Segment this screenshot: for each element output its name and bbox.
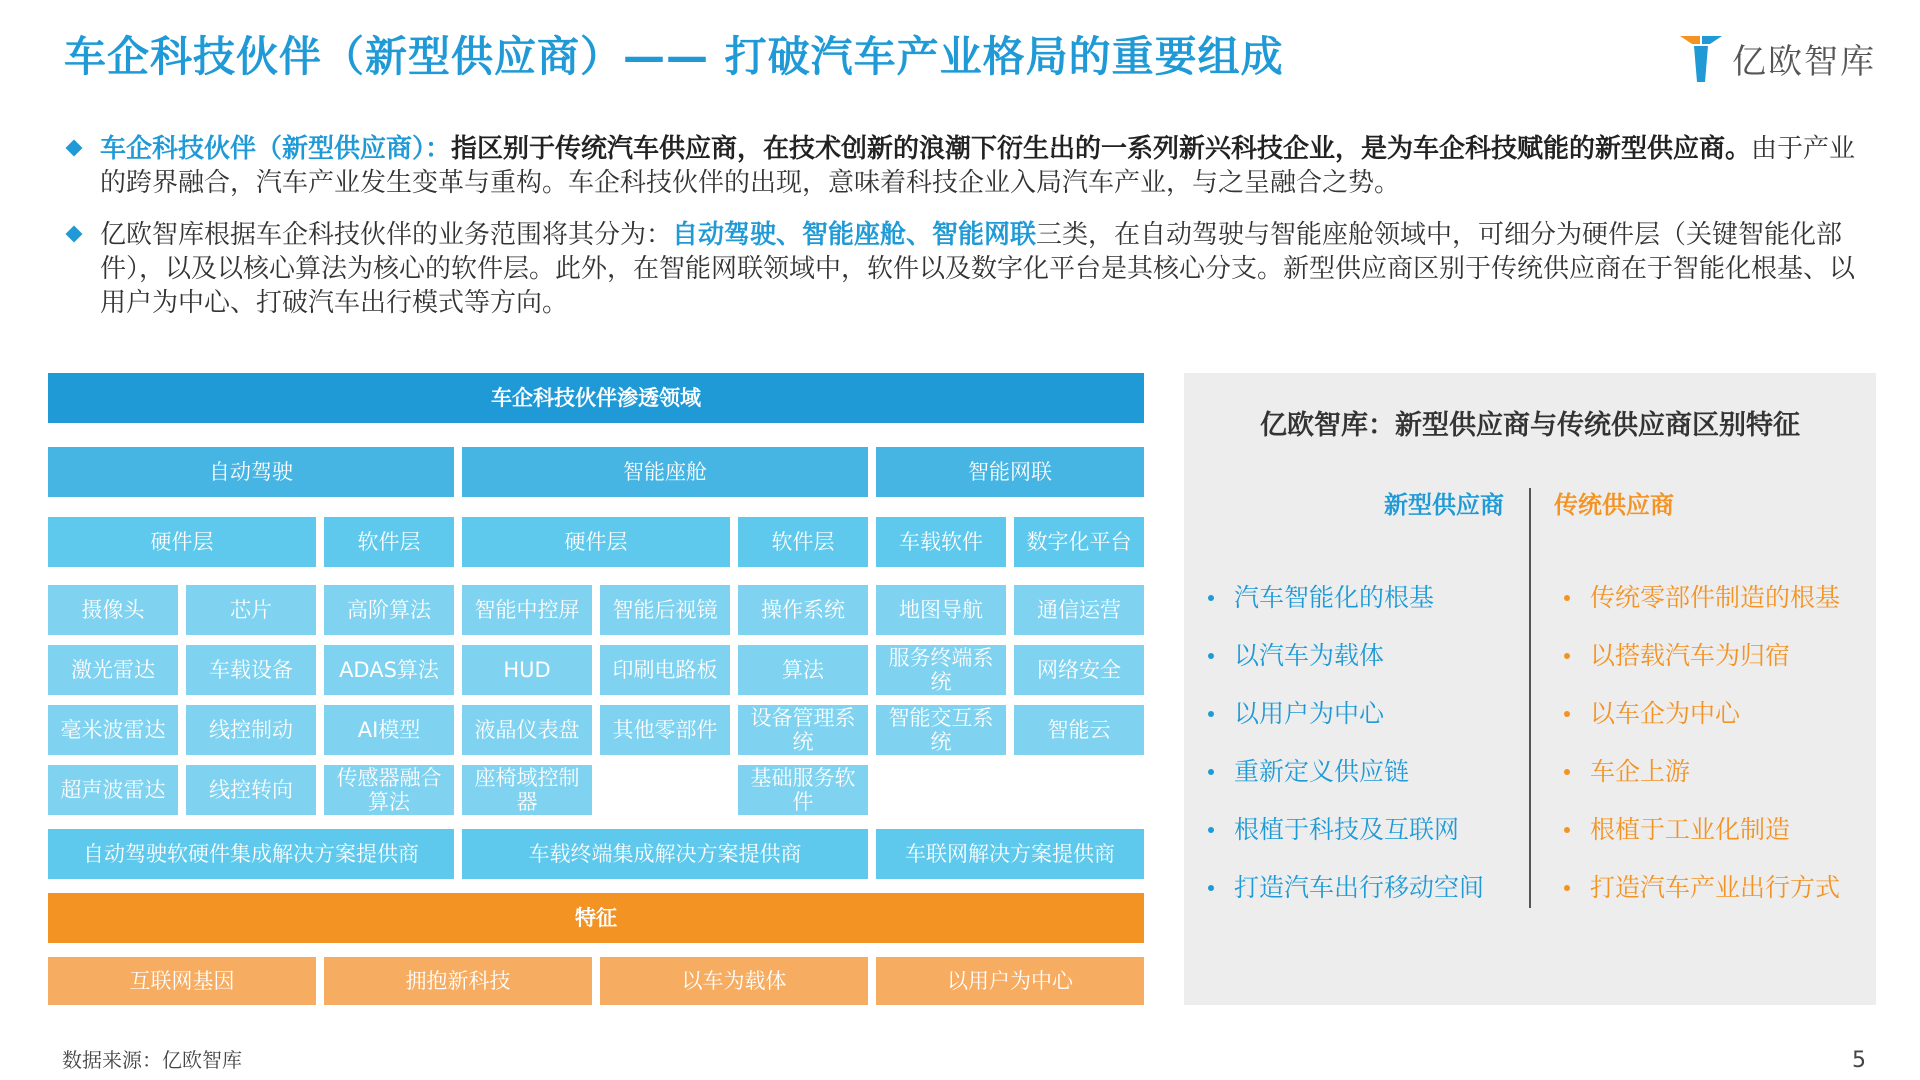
bullet-1-term: 车企科技伙伴（新型供应商）：: [100, 134, 452, 164]
feature-item: 以用户为中心: [876, 957, 1144, 1005]
layer-hardware: 硬件层: [48, 517, 316, 567]
diagram-item: 车载设备: [186, 645, 316, 695]
bullet-1-note: 由于产业的跨界融合，汽车产业发生变革与重构。车企科技伙伴的出现，意味着科技企业入局汽车产业，与之呈融合之势。: [100, 134, 1856, 198]
diagram-item: 网络安全: [1014, 645, 1144, 695]
diagram-item: 线控转向: [186, 765, 316, 815]
diagram-header: 车企科技伙伴渗透领域: [48, 373, 1144, 423]
diagram-item: 高阶算法: [324, 585, 454, 635]
bullet-dot-icon: [1564, 653, 1570, 659]
diagram-item: 智能后视镜: [600, 585, 730, 635]
diagram-item: 设备管理系统: [738, 705, 868, 755]
bullet-dot-icon: [1208, 653, 1214, 659]
list-item-text: 打造汽车出行移动空间: [1234, 873, 1485, 902]
diagram-item: 座椅域控制器: [462, 765, 592, 815]
list-item-text: 以用户为中心: [1234, 699, 1385, 728]
bullet-dot-icon: [1208, 595, 1214, 601]
list-item: [1560, 757, 1840, 815]
list-item-text: 重新定义供应链: [1234, 757, 1410, 786]
data-source: 数据来源：亿欧智库: [62, 1048, 242, 1072]
diagram-item: 激光雷达: [48, 645, 178, 695]
diagram-item: 线控制动: [186, 705, 316, 755]
diagram-item: ADAS算法: [324, 645, 454, 695]
diagram-item: 基础服务软件: [738, 765, 868, 815]
diamond-bullet-icon: [66, 226, 83, 243]
list-item-text: 车企上游: [1590, 757, 1691, 786]
list-item-text: 以汽车为载体: [1234, 641, 1385, 670]
list-item: [1204, 699, 1484, 757]
diagram-item: 其他零部件: [600, 705, 730, 755]
list-item: [1204, 815, 1484, 873]
layer-software: 软件层: [324, 517, 454, 567]
bullet-dot-icon: [1564, 769, 1570, 775]
diagram-item: HUD: [462, 645, 592, 695]
bullet-2-categories: 自动驾驶、智能座舱、智能网联: [672, 220, 1037, 250]
list-item: [1560, 815, 1840, 873]
layer-vehicle-software: 车载软件: [876, 517, 1006, 567]
bullet-dot-icon: [1208, 885, 1214, 891]
list-item: [1204, 757, 1484, 815]
diagram-item: 地图导航: [876, 585, 1006, 635]
column-divider: [1529, 488, 1531, 908]
logo-text: 亿欧智库: [1732, 41, 1876, 82]
bullet-dot-icon: [1564, 711, 1570, 717]
bullet-1-definition: 指区别于传统汽车供应商，在技术创新的浪潮下衍生出的一系列新兴科技企业，是为车企科技赋能的新型供应商。: [451, 134, 1752, 164]
diagram-item: 智能云: [1014, 705, 1144, 755]
bullet-dot-icon: [1564, 827, 1570, 833]
new-supplier-list: [1204, 583, 1484, 931]
yiou-logo-icon: [1678, 32, 1724, 84]
solution-vehicle-terminal: 车载终端集成解决方案提供商: [462, 829, 868, 879]
feature-item: 以车为载体: [600, 957, 868, 1005]
list-item-text: 根植于工业化制造: [1590, 815, 1791, 844]
list-item-text: 汽车智能化的根基: [1234, 583, 1435, 612]
bullet-dot-icon: [1208, 827, 1214, 833]
layer-hardware: 硬件层: [462, 517, 730, 567]
intro-bullets: [64, 132, 1864, 338]
page-title: 车企科技伙伴（新型供应商）—— 打破汽车产业格局的重要组成: [64, 32, 1284, 81]
solution-connected-vehicle: 车联网解决方案提供商: [876, 829, 1144, 879]
bullet-classification: [64, 218, 1864, 320]
page-number: 5: [1852, 1048, 1866, 1073]
list-item-text: 以搭载汽车为归宿: [1590, 641, 1791, 670]
list-item: [1204, 641, 1484, 699]
feature-header: 特征: [48, 893, 1144, 943]
bullet-dot-icon: [1564, 595, 1570, 601]
bullet-2-detail: 三类，在自动驾驶与智能座舱领域中，可细分为硬件层（关键智能化部件），以及以核心算法为核心的软件层。此外，在智能网联领域中，软件以及数字化平台是其核心分支。新型供应商区别于传统供应商在于智能化根基、以用户为中心、打破汽车出行模式等方向。: [100, 220, 1856, 318]
diamond-bullet-icon: [66, 140, 83, 157]
traditional-supplier-heading: 传统供应商: [1554, 491, 1674, 519]
diagram-item: 通信运营: [1014, 585, 1144, 635]
diagram-item: 智能中控屏: [462, 585, 592, 635]
comparison-title: 亿欧智库：新型供应商与传统供应商区别特征: [1260, 410, 1800, 441]
feature-item: 拥抱新科技: [324, 957, 592, 1005]
list-item: [1560, 873, 1840, 931]
diagram-item: 超声波雷达: [48, 765, 178, 815]
list-item-text: 根植于科技及互联网: [1234, 815, 1460, 844]
layer-digital-platform: 数字化平台: [1014, 517, 1144, 567]
domain-autonomous-driving: 自动驾驶: [48, 447, 454, 497]
domain-smart-cockpit: 智能座舱: [462, 447, 868, 497]
list-item-text: 以车企为中心: [1590, 699, 1741, 728]
diagram-item: 智能交互系统: [876, 705, 1006, 755]
penetration-diagram: [48, 373, 1144, 1005]
bullet-definition: [64, 132, 1864, 200]
diagram-item: 液晶仪表盘: [462, 705, 592, 755]
list-item-text: 打造汽车产业出行方式: [1590, 873, 1841, 902]
bullet-dot-icon: [1564, 885, 1570, 891]
new-supplier-heading: 新型供应商: [1384, 491, 1504, 519]
diagram-item: 传感器融合算法: [324, 765, 454, 815]
solution-autonomous-driving: 自动驾驶软硬件集成解决方案提供商: [48, 829, 454, 879]
bullet-dot-icon: [1208, 711, 1214, 717]
diagram-item: 操作系统: [738, 585, 868, 635]
layer-software: 软件层: [738, 517, 868, 567]
diagram-item: 摄像头: [48, 585, 178, 635]
traditional-supplier-list: [1560, 583, 1840, 931]
feature-item: 互联网基因: [48, 957, 316, 1005]
domain-connected-vehicle: 智能网联: [876, 447, 1144, 497]
list-item: [1560, 641, 1840, 699]
list-item: [1204, 873, 1484, 931]
diagram-item: 芯片: [186, 585, 316, 635]
brand-logo: [1678, 30, 1876, 86]
diagram-item: AI模型: [324, 705, 454, 755]
comparison-panel: [1184, 373, 1876, 1005]
bullet-2-lead: 亿欧智库根据车企科技伙伴的业务范围将其分为：: [100, 220, 673, 250]
list-item-text: 传统零部件制造的根基: [1590, 583, 1841, 612]
diagram-item: 毫米波雷达: [48, 705, 178, 755]
diagram-item: 算法: [738, 645, 868, 695]
bullet-dot-icon: [1208, 769, 1214, 775]
diagram-item: 服务终端系统: [876, 645, 1006, 695]
list-item: [1204, 583, 1484, 641]
list-item: [1560, 699, 1840, 757]
diagram-item: 印刷电路板: [600, 645, 730, 695]
list-item: [1560, 583, 1840, 641]
